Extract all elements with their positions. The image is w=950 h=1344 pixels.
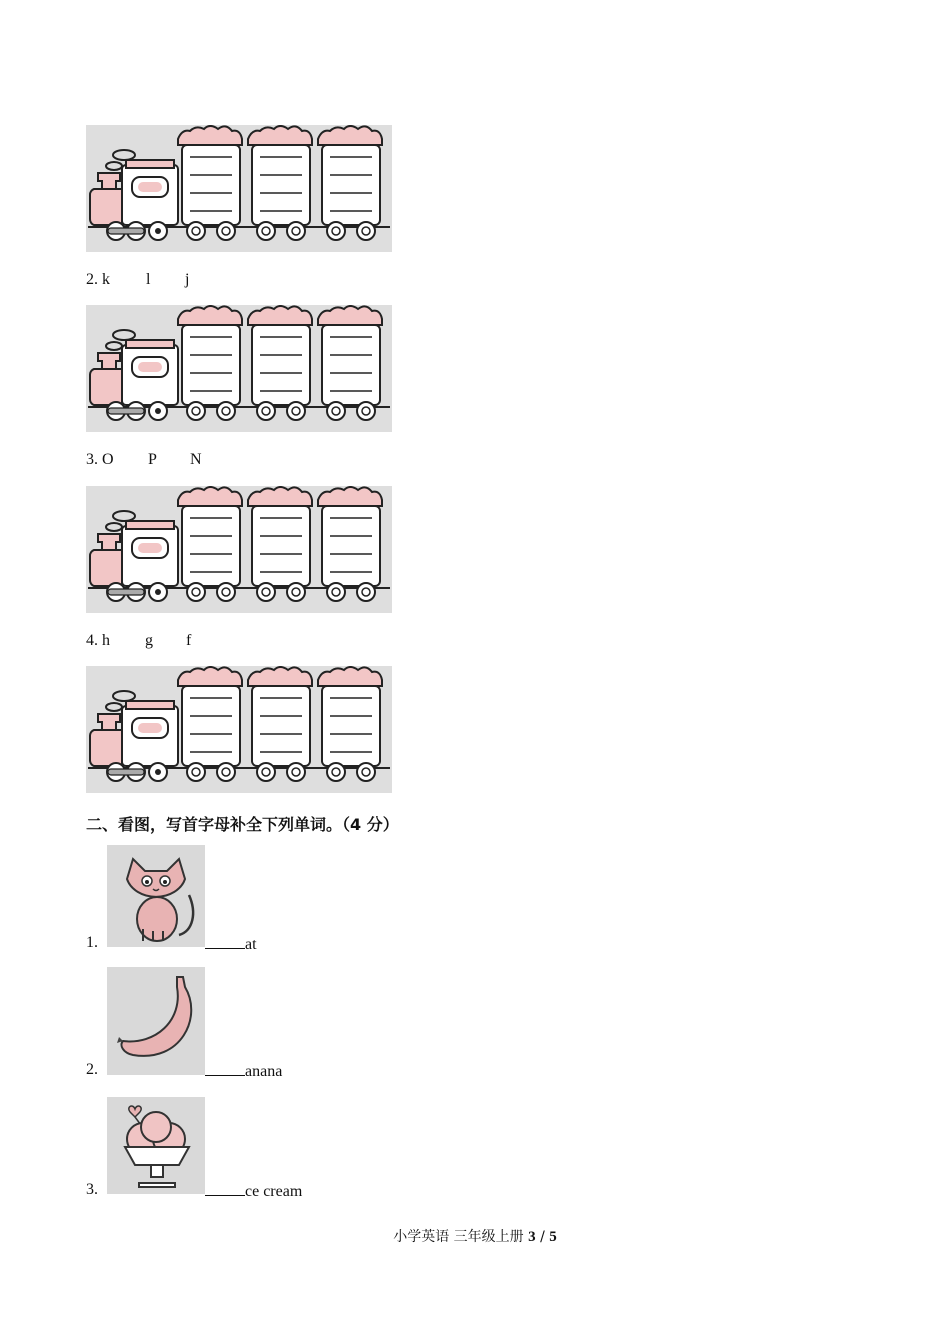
footer-page: 3 — [528, 1229, 536, 1245]
footer-sep: / — [535, 1229, 550, 1245]
banana-icon — [107, 967, 205, 1075]
train-picture-4 — [86, 666, 392, 793]
item-3-blank[interactable] — [205, 1181, 245, 1196]
question-3 — [86, 451, 202, 523]
question-3-letter-b: N — [190, 451, 202, 468]
item-1-answer[interactable] — [205, 934, 257, 954]
train-picture-1 — [86, 125, 392, 252]
question-2-letter-a: l — [146, 271, 151, 288]
item-2-blank[interactable] — [205, 1061, 245, 1076]
train-car-1[interactable] — [178, 667, 242, 781]
question-4-label: 4. h — [86, 632, 110, 649]
train-picture-3 — [86, 486, 392, 613]
train-car-3[interactable] — [318, 487, 382, 601]
question-2-letter-b: j — [185, 271, 190, 288]
item-2-answer[interactable] — [205, 1061, 282, 1081]
train-car-3[interactable] — [318, 126, 382, 240]
item-1-number: 1. — [86, 934, 98, 951]
train-car-3[interactable] — [318, 667, 382, 781]
page-footer — [0, 1226, 950, 1246]
question-4-letter-b: f — [186, 632, 192, 649]
train-car-2[interactable] — [248, 667, 312, 781]
section-2-title: 二、看图，写首字母补全下列单词。（4 分） — [86, 815, 399, 834]
question-2 — [86, 271, 190, 343]
train-picture-2 — [86, 305, 392, 432]
item-1-blank[interactable] — [205, 934, 245, 949]
train-car-1[interactable] — [178, 126, 242, 240]
train-car-2[interactable] — [248, 306, 312, 420]
train-car-2[interactable] — [248, 126, 312, 240]
cat-icon — [107, 845, 205, 947]
train-car-1[interactable] — [178, 487, 242, 601]
question-4-letter-a: g — [145, 632, 153, 649]
item-3-number: 3. — [86, 1181, 98, 1198]
item-2-suffix: anana — [245, 1063, 283, 1080]
footer-total: 5 — [549, 1229, 557, 1245]
ice-cream-icon — [107, 1097, 205, 1194]
train-car-2[interactable] — [248, 487, 312, 601]
question-3-label: 3. O — [86, 451, 114, 468]
question-2-label: 2. k — [86, 271, 110, 288]
question-3-letter-a: P — [148, 451, 157, 468]
item-3-suffix: ce cream — [245, 1183, 303, 1200]
item-3-answer[interactable] — [205, 1181, 302, 1201]
footer-text: 小学英语 三年级上册 — [393, 1229, 529, 1245]
train-car-3[interactable] — [318, 306, 382, 420]
train-car-1[interactable] — [178, 306, 242, 420]
question-4 — [86, 632, 192, 704]
item-1-suffix: at — [245, 936, 257, 953]
item-2-number: 2. — [86, 1061, 98, 1078]
